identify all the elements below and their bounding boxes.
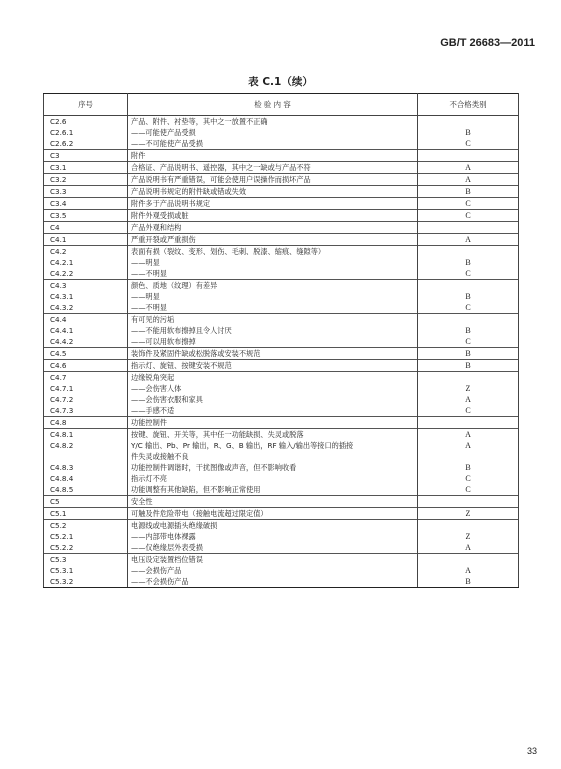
row-content: 产品说明书规定的附件缺或错或失效 [128,186,418,198]
row-content: ——会伤害人体 [128,383,418,394]
row-grade: C [418,210,519,222]
table-row [44,325,519,336]
row-number [44,451,128,462]
row-grade [418,496,519,508]
table-row [44,542,519,554]
table-row [44,440,519,451]
row-content: 颜色、质地（纹理）有差异 [128,280,418,292]
row-grade: A [418,542,519,554]
row-content: 可触及件危险带电（接触电流超过限定值） [128,508,418,520]
row-number: C5 [44,496,128,508]
row-grade: A [418,440,519,451]
row-number: C2.6.1 [44,127,128,138]
row-number: C4.3.1 [44,291,128,302]
row-number: C3.2 [44,174,128,186]
row-grade: B [418,360,519,372]
row-number: C3 [44,150,128,162]
row-content: 功能控制件 [128,417,418,429]
row-grade: A [418,234,519,246]
row-content: Y/C 输出、Pb、Pr 输出，R、G、B 输出，RF 输入/输出等接口的插接 [128,440,418,451]
row-grade: C [418,405,519,417]
table-row [44,462,519,473]
row-number: C5.3.1 [44,565,128,576]
row-grade: A [418,162,519,174]
row-content: ——不明显 [128,268,418,280]
row-content: ——会损伤产品 [128,565,418,576]
row-content: ——明显 [128,257,418,268]
row-content: ——不可能使产品受损 [128,138,418,150]
row-grade: C [418,484,519,496]
row-content: 指示灯不亮 [128,473,418,484]
row-number: C4.2 [44,246,128,258]
row-grade: Z [418,383,519,394]
row-content: ——可能使产品受损 [128,127,418,138]
table-row [44,268,519,280]
row-content: 按键、旋钮、开关等，其中任一功能缺损、失灵或脱落 [128,429,418,441]
table-row [44,186,519,198]
table-row [44,554,519,566]
row-number: C4.1 [44,234,128,246]
row-grade [418,520,519,532]
table-row [44,280,519,292]
row-content: 功能控制件调谐时，干扰图像或声音，但不影响收看 [128,462,418,473]
row-number: C4 [44,222,128,234]
table-row [44,257,519,268]
row-grade [418,246,519,258]
table-row [44,336,519,348]
row-content: 严重开裂或严重损伤 [128,234,418,246]
row-content: 件失灵或接触不良 [128,451,418,462]
table-row [44,348,519,360]
row-grade: B [418,291,519,302]
row-grade: B [418,462,519,473]
row-grade [418,150,519,162]
row-grade: B [418,257,519,268]
row-content: ——会伤害衣服和家具 [128,394,418,405]
row-grade [418,280,519,292]
row-number: C3.3 [44,186,128,198]
table-row [44,394,519,405]
row-content: 电压设定装置档位错误 [128,554,418,566]
row-grade: A [418,565,519,576]
table-row [44,508,519,520]
row-content: ——不能用软布擦掉且令人讨厌 [128,325,418,336]
row-number: C4.8.4 [44,473,128,484]
row-content: ——可以用软布擦掉 [128,336,418,348]
row-content: 产品、附件、衬垫等，其中之一放置不正确 [128,116,418,128]
row-grade: C [418,138,519,150]
row-number: C5.3 [44,554,128,566]
row-content: 表面有损（裂纹、变形、划伤、毛刺、脱漆、缩痕、缝隙等） [128,246,418,258]
table-row [44,198,519,210]
table-row [44,565,519,576]
row-number: C5.2.1 [44,531,128,542]
row-number: C4.8.5 [44,484,128,496]
row-number: C4.8.3 [44,462,128,473]
table-title: 表 C.1（续） [248,76,313,88]
row-number: C4.7 [44,372,128,384]
table-row [44,174,519,186]
row-grade [418,314,519,326]
row-grade: A [418,429,519,441]
table-row [44,372,519,384]
row-grade [418,417,519,429]
row-number: C4.8.1 [44,429,128,441]
row-grade: A [418,174,519,186]
row-grade: C [418,268,519,280]
row-number: C4.7.1 [44,383,128,394]
row-number: C4.7.3 [44,405,128,417]
table-row [44,150,519,162]
row-content: 合格证、产品说明书、遥控器，其中之一缺或与产品不符 [128,162,418,174]
table-row [44,383,519,394]
standard-code: GB/T 26683—2011 [440,37,535,49]
table-row [44,234,519,246]
row-number: C3.4 [44,198,128,210]
table-row [44,302,519,314]
row-grade [418,116,519,128]
table-row [44,360,519,372]
row-number: C3.5 [44,210,128,222]
table-row [44,531,519,542]
table-row [44,405,519,417]
table-row [44,138,519,150]
table-row [44,451,519,462]
row-content: 附件多于产品说明书规定 [128,198,418,210]
table-row [44,429,519,441]
row-number: C4.4.1 [44,325,128,336]
row-number: C5.1 [44,508,128,520]
row-content: 边缘锐角突起 [128,372,418,384]
row-content: 产品说明书有严重错误，可能会使用户误操作而损坏产品 [128,174,418,186]
row-number: C5.2 [44,520,128,532]
row-grade: B [418,576,519,588]
row-grade: C [418,302,519,314]
row-grade: C [418,473,519,484]
table-row [44,473,519,484]
row-number: C4.4.2 [44,336,128,348]
column-header-number: 序号 [44,94,128,116]
row-grade: C [418,336,519,348]
row-grade [418,554,519,566]
table-row [44,291,519,302]
table-row [44,496,519,508]
row-number: C2.6.2 [44,138,128,150]
row-number: C5.3.2 [44,576,128,588]
row-content: ——手感不适 [128,405,418,417]
table-row [44,116,519,128]
row-content: ——不明显 [128,302,418,314]
table-row [44,127,519,138]
row-content: 功能调整有其他缺陷，但不影响正常使用 [128,484,418,496]
row-content: 电源线或电源插头绝缘破损 [128,520,418,532]
row-content: ——明显 [128,291,418,302]
row-number: C4.3 [44,280,128,292]
table-row [44,576,519,588]
row-content: 有可见的污垢 [128,314,418,326]
column-header-content: 检 验 内 容 [128,94,418,116]
table-row [44,417,519,429]
row-number: C4.4 [44,314,128,326]
row-grade [418,372,519,384]
row-grade: C [418,198,519,210]
column-header-grade: 不合格类别 [418,94,519,116]
table-row [44,246,519,258]
row-grade: A [418,394,519,405]
table-row [44,520,519,532]
row-number: C3.1 [44,162,128,174]
table-row [44,484,519,496]
row-content: ——不会损伤产品 [128,576,418,588]
row-number: C4.6 [44,360,128,372]
row-grade [418,222,519,234]
row-content: 安全性 [128,496,418,508]
row-content: 附件外观受损或脏 [128,210,418,222]
row-number: C2.6 [44,116,128,128]
table-row [44,314,519,326]
row-content: 指示灯、旋钮、按键安装不规范 [128,360,418,372]
table-row [44,210,519,222]
table-row [44,162,519,174]
row-number: C4.7.2 [44,394,128,405]
row-grade: B [418,348,519,360]
row-content: ——仅绝缘层外表受损 [128,542,418,554]
page-number: 33 [526,746,537,756]
row-number: C5.2.2 [44,542,128,554]
row-number: C4.5 [44,348,128,360]
inspection-table [43,93,519,588]
row-grade: Z [418,531,519,542]
row-content: 装饰件及紧固件缺或松脱落或安装不规范 [128,348,418,360]
row-number: C4.8 [44,417,128,429]
table-row [44,222,519,234]
row-content: ——内部带电体裸露 [128,531,418,542]
row-grade: B [418,127,519,138]
row-content: 附件 [128,150,418,162]
row-grade: B [418,186,519,198]
row-number: C4.3.2 [44,302,128,314]
row-number: C4.8.2 [44,440,128,451]
row-number: C4.2.2 [44,268,128,280]
row-content: 产品外观和结构 [128,222,418,234]
table-header-row [44,94,519,116]
row-grade: B [418,325,519,336]
row-number: C4.2.1 [44,257,128,268]
row-grade: Z [418,508,519,520]
row-grade [418,451,519,462]
